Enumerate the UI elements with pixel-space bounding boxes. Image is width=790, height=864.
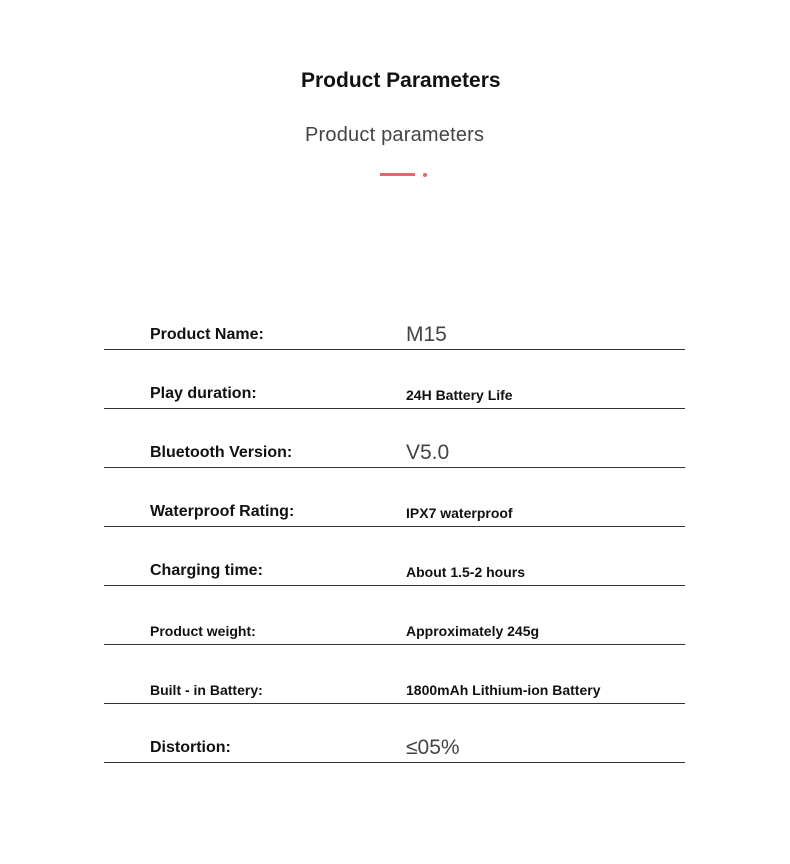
page-title: Product Parameters [301,69,501,92]
param-row-built-in-battery [104,645,685,704]
param-row-waterproof-rating [104,468,685,527]
param-label: Built - in Battery: [150,682,263,698]
param-row-product-name [104,291,685,350]
param-label: Distortion: [150,739,231,756]
param-label: Play duration: [150,385,257,402]
param-value: V5.0 [406,441,450,464]
page-subtitle: Product parameters [305,124,485,146]
param-row-bluetooth-version [104,409,685,468]
param-label: Bluetooth Version: [150,444,293,461]
param-label: Charging time: [150,562,263,579]
accent-dot [423,173,427,177]
param-value: Approximately 245g [406,623,540,639]
accent-divider [380,173,415,176]
param-label: Waterproof Rating: [150,503,295,520]
param-row-product-weight [104,586,685,645]
param-value: ≤05% [406,736,460,759]
param-value: M15 [406,323,447,346]
param-value: 1800mAh Lithium-ion Battery [406,682,601,698]
parameters-table [104,291,685,763]
param-value: IPX7 waterproof [406,505,513,521]
param-value: 24H Battery Life [406,387,513,403]
param-value: About 1.5-2 hours [406,564,526,580]
param-row-distortion [104,704,685,763]
param-label: Product weight: [150,623,256,639]
param-label: Product Name: [150,326,264,343]
param-row-charging-time [104,527,685,586]
param-row-play-duration [104,350,685,409]
